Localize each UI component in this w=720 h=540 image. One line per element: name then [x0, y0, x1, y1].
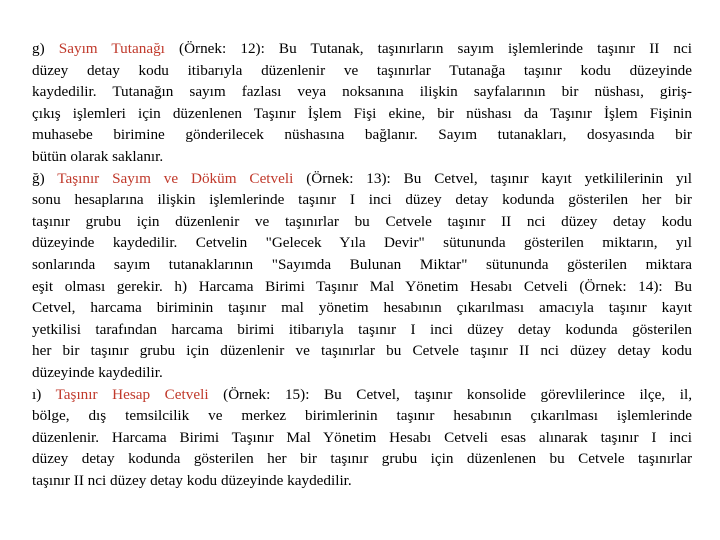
line-text: (Örnek: 12): Bu Tutanak, taşınırların sayım işlemlerinde taşınır II nci: [164, 40, 692, 57]
line-text: (Örnek: 13): Bu Cetvel, taşınır kayıt yetkililerinin yıl: [293, 169, 692, 187]
item-title: Taşınır Hesap Cetveli: [55, 385, 209, 403]
text-line: sonu hesaplarına ilişkin işlemlerinde taşınır I inci düzey detay kodunda gösterilen her bir: [32, 191, 692, 209]
paragraph-i: [32, 384, 692, 492]
item-title: Taşınır Sayım ve Döküm Cetveli: [57, 169, 294, 187]
text-line: düzenlenir. Harcama Birimi Taşınır Mal Yönetim Hesabı Cetveli esas alınarak taşınır I inci: [32, 428, 692, 446]
line-text: (Örnek: 15): Bu Cetvel, taşınır konsolide görevlilerince ilçe, il,: [208, 385, 692, 403]
text-line: taşınır grubu için düzenlenir ve taşınırlar bu Cetvele taşınır II nci düzey detay kodu: [32, 212, 692, 230]
text-line: bölge, dış temsilcilik ve merkez birimlerinin taşınır hesabının çıkarılması işlemlerinde: [32, 407, 692, 425]
item-prefix: ı): [32, 385, 56, 403]
text-line: kaydedilir. Tutanağın sayım fazlası veya noksanına ilişkin sayfalarının bir nüshası, giriş-: [32, 83, 692, 101]
document-body: [32, 38, 692, 491]
text-line: çıkış işlemleri için düzenlenen Taşınır İşlem Fişi ekine, bir nüshası da Taşınır İşlem Fişinin: [32, 104, 692, 122]
text-line: düzey detay kodunda gösterilen her bir taşınır grubu için düzenlenen bu Cetvele taşınırlar: [32, 450, 692, 468]
item-prefix: ğ): [32, 169, 58, 187]
text-line: düzeyinde kaydedilir. Cetvelin "Gelecek Yıla Devir" sütununda gösterilen miktarın, yıl: [32, 234, 692, 252]
item-prefix: g): [32, 40, 59, 57]
item-title: Sayım Tutanağı: [58, 40, 165, 57]
text-line: düzey detay kodu itibarıyla düzenlenir ve taşınırlar Tutanağa taşınır kodu düzeyinde: [32, 61, 692, 79]
text-line: muhasebe birimine gönderilecek nüshasına bağlanır. Sayım tutanakları, dosyasında bir: [32, 126, 692, 144]
text-line: [32, 384, 692, 406]
text-line: Cetvel, harcama biriminin taşınır mal yönetim hesabının çıkarılması amacıyla taşınır kayıt: [32, 299, 692, 317]
text-line: düzeyinde kaydedilir.: [32, 363, 163, 381]
text-line: [32, 168, 692, 190]
paragraph-g: [32, 38, 692, 168]
text-line: eşit olması gerekir. h) Harcama Birimi Taşınır Mal Yönetim Hesabı Cetveli (Örnek: 14): Bu: [32, 277, 692, 295]
text-line: her bir taşınır grubu için düzenlenir ve taşınırlar bu Cetvele taşınır II nci düzey detay kodu: [32, 342, 692, 360]
text-line: [32, 38, 692, 60]
text-line: sonlarında sayım tutanaklarının "Sayımda Bulunan Miktar" sütununda gösterilen miktara: [32, 255, 692, 273]
paragraph-gh: [32, 168, 692, 384]
text-line: bütün olarak saklanır.: [32, 147, 164, 165]
text-line: taşınır II nci düzey detay kodu düzeyinde kaydedilir.: [32, 471, 352, 489]
text-line: yetkilisi tarafından harcama birimi itibarıyla taşınır I inci düzey detay kodunda gösterilen: [32, 320, 692, 338]
